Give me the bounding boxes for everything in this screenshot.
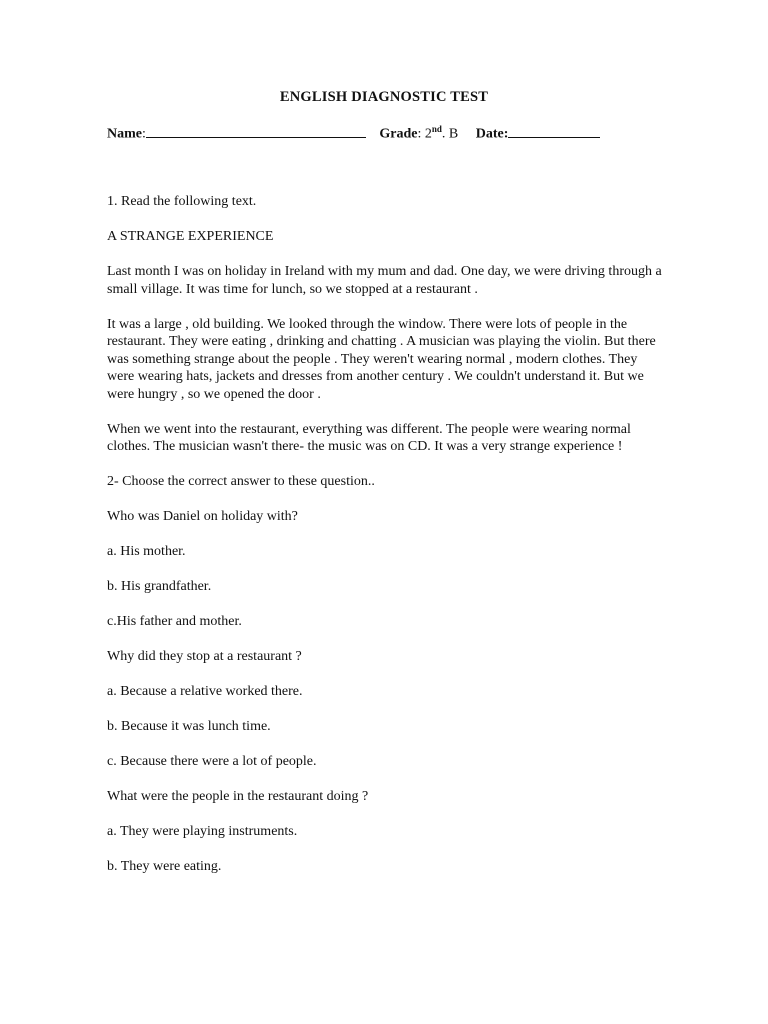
grade-superscript: nd [431, 124, 442, 134]
task1-instruction: 1. Read the following text. [107, 194, 257, 209]
grade-label: Grade [379, 126, 418, 142]
answer-option[interactable]: c.His father and mother. [107, 614, 242, 629]
date-label: Date: [475, 126, 509, 142]
story-paragraph: Last month I was on holiday in Ireland with my mum and dad. One day, we were driving through a small village. It was time for lunch, so we stopped at a restaurant . [107, 264, 662, 297]
grade-value: : 2 [417, 126, 432, 142]
story-paragraph: When we went into the restaurant, everything was different. The people were wearing normal clothes. The musician wasn't there- the music was on CD. It was a very strange experience ! [107, 421, 631, 454]
answer-option[interactable]: b. They were eating. [107, 859, 222, 874]
answer-option[interactable]: c. Because there were a lot of people. [107, 754, 317, 769]
name-colon: : [142, 126, 146, 142]
task2-instruction: 2- Choose the correct answer to these question.. [107, 474, 375, 489]
grade-section: . B [441, 126, 459, 142]
worksheet-content [107, 193, 667, 893]
story-title: A STRANGE EXPERIENCE [107, 229, 274, 244]
question-text: What were the people in the restaurant doing ? [107, 789, 369, 804]
page-title: ENGLISH DIAGNOSTIC TEST [279, 89, 489, 105]
question-text: Who was Daniel on holiday with? [107, 509, 298, 524]
name-field-blank[interactable] [146, 125, 366, 138]
answer-option[interactable]: a. His mother. [107, 544, 186, 559]
answer-option[interactable]: b. His grandfather. [107, 579, 212, 594]
answer-option[interactable]: a. They were playing instruments. [107, 824, 298, 839]
story-paragraph: It was a large , old building. We looked through the window. There were lots of people in the restaurant. They were eating , drinking and chatting . A musician was playing the violin. But there was something strange about the people . They weren't wearing normal , modern clothes. They were wearing hats, jackets and dresses from another century . We couldn't understand it. But we were hungry , so we opened the door . [107, 316, 656, 402]
name-label: Name [107, 126, 142, 142]
question-text: Why did they stop at a restaurant ? [107, 649, 302, 664]
answer-option[interactable]: b. Because it was lunch time. [107, 719, 271, 734]
answer-option[interactable]: a. Because a relative worked there. [107, 684, 303, 699]
student-info-line [107, 124, 600, 143]
date-field-blank[interactable] [508, 125, 600, 138]
